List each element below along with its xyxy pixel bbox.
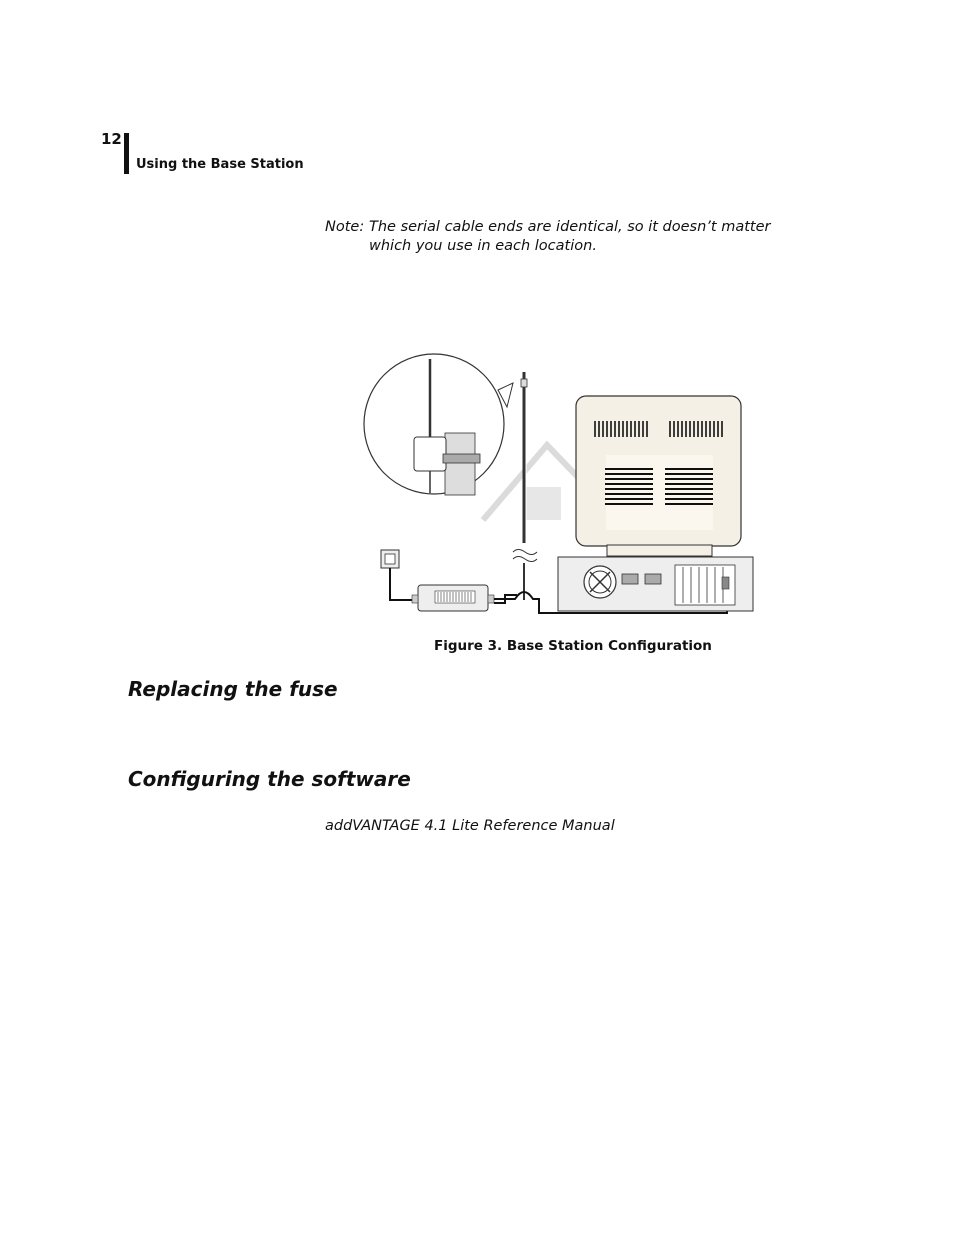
note-label: Note:	[325, 219, 365, 235]
section-heading-replacing-fuse: Replacing the fuse	[128, 677, 338, 701]
page-number: 12	[101, 130, 122, 148]
base-station-figure	[355, 345, 765, 620]
note-text: The serial cable ends are identical, so it doesn’t matter which you use in each location.	[369, 219, 771, 254]
header-rule	[124, 133, 129, 174]
footer-manual-title: addVANTAGE 4.1 Lite Reference Manual	[325, 818, 615, 834]
monitor	[576, 396, 741, 556]
computer-case	[558, 557, 753, 611]
base-station-box	[412, 585, 494, 611]
note	[325, 218, 805, 256]
mast-antenna	[513, 372, 537, 600]
figure-caption: Figure 3. Base Station Configuration	[434, 638, 712, 654]
section-heading-configuring-software: Configuring the software	[128, 767, 411, 791]
running-head: Using the Base Station	[136, 157, 304, 172]
wall-outlet	[381, 550, 417, 600]
antenna-detail-inset	[364, 354, 513, 495]
